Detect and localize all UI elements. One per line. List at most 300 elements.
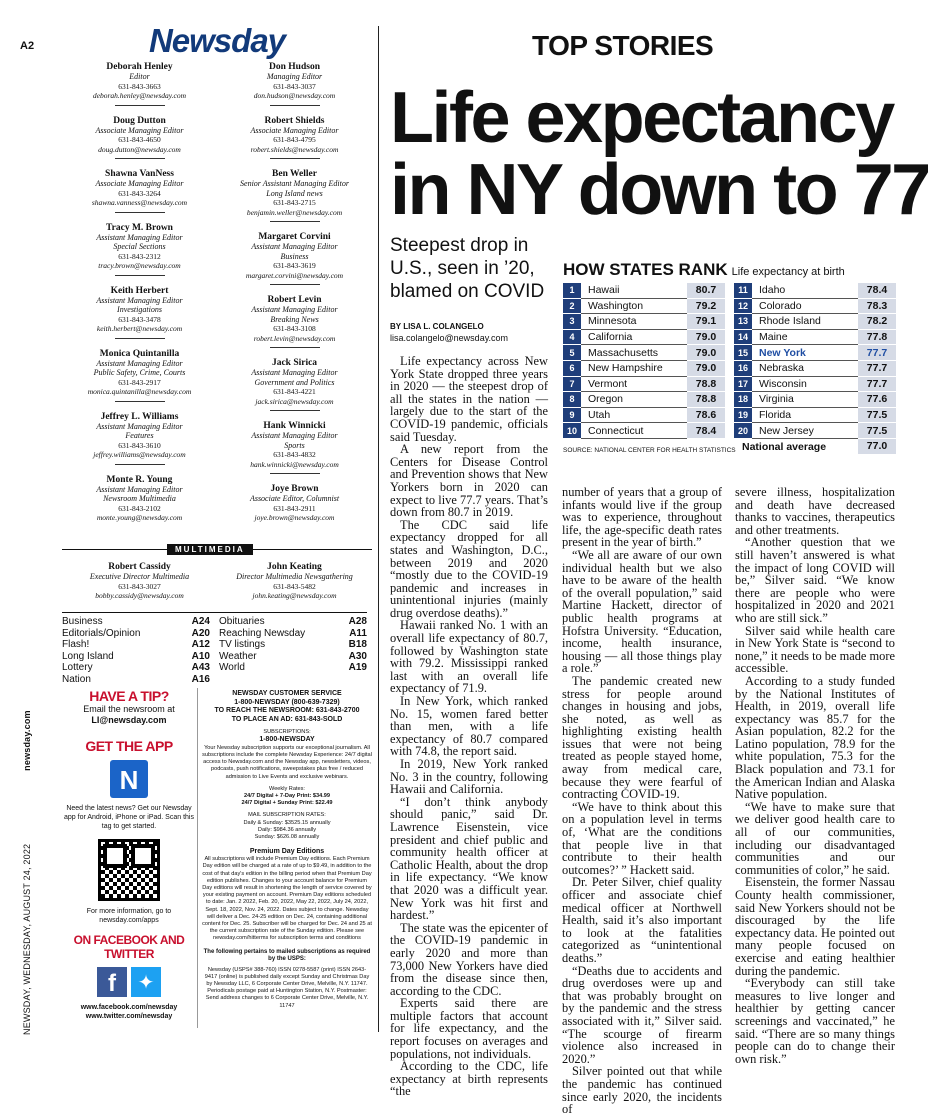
staff-name: Deborah Henley bbox=[106, 62, 173, 72]
staff-phone: 631-843-3108 bbox=[273, 324, 316, 333]
staff-email[interactable]: shawna.vanness@newsday.com bbox=[91, 198, 188, 207]
rank-row bbox=[563, 283, 725, 299]
rank-source: SOURCE: NATIONAL CENTER FOR HEALTH STATISTICS bbox=[563, 447, 736, 454]
multimedia-phone: 631-843-5482 bbox=[273, 581, 316, 591]
multimedia-email[interactable]: john.keating@newsday.com bbox=[252, 591, 337, 600]
page-number: A2 bbox=[20, 40, 35, 52]
staff-title: Sports bbox=[284, 440, 305, 450]
staff-title: Public Safety, Crime, Courts bbox=[93, 368, 186, 377]
rank-number: 13 bbox=[734, 314, 752, 330]
staff-title: Associate Managing Editor bbox=[250, 125, 339, 135]
headline: Life expectancy in NY down to 77 bbox=[390, 78, 929, 230]
service-newsroom: TO REACH THE NEWSROOM: 631-843-2700 bbox=[214, 707, 360, 714]
social-heading: ON FACEBOOK AND TWITTER bbox=[73, 933, 185, 961]
staff-entry bbox=[62, 62, 217, 106]
rank-value: 80.7 bbox=[687, 283, 725, 299]
staff-phone: 631-843-3610 bbox=[118, 440, 161, 450]
index-label: Long Island bbox=[62, 650, 114, 662]
byline-email[interactable]: lisa.colangelo@newsday.com bbox=[390, 333, 509, 343]
staff-entry bbox=[62, 223, 217, 276]
rank-row bbox=[734, 377, 896, 393]
story-paragraph: A new report from the Centers for Disease Control and Prevention shows that New Yorkers born in 2020 can expect to live 77.7 years. That’s down from 80.7 in 2019. bbox=[390, 442, 548, 520]
index-row[interactable] bbox=[62, 628, 210, 640]
staff-name: Tracy M. Brown bbox=[106, 222, 173, 233]
staff-title: Assistant Managing Editor bbox=[96, 421, 183, 431]
staff-title: Associate Managing Editor bbox=[95, 179, 184, 188]
rank-value: 79.0 bbox=[687, 345, 725, 361]
staff-email[interactable]: robert.shields@newsday.com bbox=[250, 144, 339, 154]
staff-title: Assistant Managing Editor bbox=[251, 242, 338, 251]
staff-title: Newsroom Multimedia bbox=[103, 494, 176, 503]
side-folio bbox=[22, 710, 32, 1035]
rank-value: 77.5 bbox=[858, 423, 896, 439]
premium-text: All subscriptions will include Premium Day editions. Each Premium Day edition will be charged at a rate of up to $9.49, in addition to the cost of that day's edition in the billing period when that Premium Day edition publishes. Changes to your account balance for Premium Day editions will result in shortening the length of service covered by your existing payment on account. Premium Day editions scheduled to date: Jan. 2 2022, Feb. 20, 2022, May 22, 2022, July 24, 2022, Sept. 18, 2022, Nov. 24, 2022. Dates subject to change. Newsday will deliver a Dec. 24-25 edition on Dec. 24, containing additional content for Dec. 25. Subscriber will be charged for Dec. 24 and 25 at the current subscription rate of the Sunday edition. Please see newsday.com/hitterms for subscription terms and conditions bbox=[202, 856, 372, 942]
rank-value: 79.0 bbox=[687, 361, 725, 377]
rank-value: 77.7 bbox=[858, 377, 896, 393]
column-divider bbox=[378, 26, 379, 1032]
customer-service bbox=[202, 690, 372, 1010]
staff-email[interactable]: monica.quintanilla@newsday.com bbox=[87, 387, 192, 396]
rank-row bbox=[734, 283, 896, 299]
facebook-icon[interactable]: f bbox=[97, 967, 127, 997]
rank-value: 78.8 bbox=[687, 377, 725, 393]
staff-name: Robert Shields bbox=[264, 115, 325, 126]
app-heading: GET THE APP bbox=[85, 738, 173, 754]
rank-number: 8 bbox=[563, 392, 581, 408]
service-ad: TO PLACE AN AD: 631-843-SOLD bbox=[231, 715, 343, 723]
weekly-rate-2: 24/7 Digital + Sunday Print: $22.49 bbox=[241, 800, 333, 807]
staff-email[interactable]: margaret.corvini@newsday.com bbox=[245, 270, 344, 280]
staff-entry bbox=[217, 295, 372, 348]
staff-rule bbox=[270, 221, 320, 222]
story-paragraph: “We have to think about this on a population level in terms of, ‘What are the conditions that people live in that contribute to their health outcomes?’ ” Hackett said. bbox=[562, 799, 722, 877]
multimedia-name: Robert Cassidy bbox=[108, 562, 171, 572]
staff-phone: 631-843-2312 bbox=[118, 251, 161, 261]
rank-state: Colorado bbox=[752, 299, 858, 315]
rank-value: 78.4 bbox=[858, 283, 896, 299]
rank-state: New Hampshire bbox=[581, 361, 687, 377]
index-row[interactable] bbox=[219, 628, 367, 640]
staff-column-right bbox=[217, 62, 372, 533]
staff-name: Jack Sirica bbox=[271, 358, 318, 368]
index-page: A20 bbox=[191, 627, 210, 639]
staff-rule bbox=[115, 275, 165, 276]
staff-title: Assistant Managing Editor bbox=[96, 358, 183, 368]
story-paragraph: In New York, which ranked No. 15, women fared better than men, with a life expectancy of 80.7 compared with 74.8, the report said. bbox=[390, 694, 548, 759]
staff-entry bbox=[217, 232, 372, 285]
staff-phone: 631-843-2102 bbox=[118, 503, 161, 513]
staff-entry bbox=[217, 62, 372, 106]
tip-email-link[interactable]: LI@newsday.com bbox=[91, 715, 167, 725]
story-column-3 bbox=[735, 486, 895, 1065]
index-label: Nation bbox=[62, 673, 91, 685]
multimedia-email[interactable]: bobby.cassidy@newsday.com bbox=[95, 591, 184, 600]
rank-number: 4 bbox=[563, 330, 581, 346]
subs-heading: SUBSCRIPTIONS: bbox=[263, 729, 311, 735]
story-paragraph: “Deaths due to accidents and drug overdoses were up and that was probably brought on by the pandemic and the stress associated with it,” Silver said. “The scourge of firearm violence also increased in 2020.” bbox=[562, 963, 722, 1066]
index-label: TV listings bbox=[219, 639, 266, 650]
rank-state: Hawaii bbox=[581, 283, 687, 299]
index-row[interactable] bbox=[219, 662, 367, 674]
staff-phone: 631-843-3037 bbox=[273, 81, 316, 91]
staff-entry bbox=[217, 484, 372, 523]
app-text: Need the latest news? Get our Newsday app for Android, iPhone or iPad. Scan this tag to get started. bbox=[64, 805, 194, 830]
index-page: A10 bbox=[191, 650, 210, 662]
rank-row bbox=[563, 299, 725, 315]
index-row[interactable] bbox=[62, 639, 210, 651]
staff-title: Editor bbox=[129, 72, 150, 81]
staff-name: Monica Quintanilla bbox=[99, 348, 180, 359]
staff-phone: 631-843-3264 bbox=[118, 188, 161, 198]
staff-title: Assistant Managing Editor bbox=[96, 295, 183, 305]
story-paragraph: number of years that a group of infants would live if the group was to experience, throughout life, the age-specific death rates present in the year of birth.” bbox=[562, 485, 722, 550]
multimedia-name: John Keating bbox=[267, 562, 322, 572]
rank-row bbox=[734, 408, 896, 424]
rank-number: 1 bbox=[563, 283, 581, 299]
story-paragraph: Silver said while health care in New York State is “second to none,” it needs to be made more accessible. bbox=[735, 623, 895, 676]
story-paragraph: In 2019, New York ranked No. 3 in the country, following Hawaii and California. bbox=[390, 757, 548, 797]
staff-email[interactable]: deborah.henley@newsday.com bbox=[92, 91, 187, 100]
story-paragraph: Eisenstein, the former Nassau County health commissioner, said New Yorkers should not be discouraged by the life expectancy data. He pointed out many people focused on exercise and eating healthier during the pandemic. bbox=[735, 875, 895, 978]
staff-title: Investigations bbox=[117, 305, 162, 314]
rank-state: Nebraska bbox=[752, 361, 858, 377]
promo-divider bbox=[197, 688, 198, 1028]
rank-number: 15 bbox=[734, 345, 752, 361]
rank-title bbox=[563, 260, 893, 280]
index-page: A16 bbox=[191, 673, 210, 685]
staff-rule bbox=[270, 473, 320, 474]
staff-phone: 631-843-2917 bbox=[118, 377, 161, 387]
rank-row bbox=[734, 299, 896, 315]
index-page: B18 bbox=[348, 639, 367, 650]
staff-email[interactable]: doug.dutton@newsday.com bbox=[98, 144, 181, 154]
rank-state: Wisconsin bbox=[752, 377, 858, 393]
staff-email[interactable]: monte.young@newsday.com bbox=[96, 513, 183, 522]
staff-title: Features bbox=[125, 431, 154, 440]
rank-number: 18 bbox=[734, 392, 752, 408]
qr-code-icon bbox=[98, 839, 160, 901]
side-site: newsday.com bbox=[22, 710, 32, 771]
staff-title: Assistant Managing Editor bbox=[96, 484, 183, 494]
story-paragraph: Hawaii ranked No. 1 with an overall life expectancy of 80.7, followed by Washington state with 79.2. Mississippi ranked last with an overall life expectancy of 71.9. bbox=[390, 618, 548, 696]
weekly-heading: Weekly Rates: bbox=[269, 785, 305, 792]
rank-state: Vermont bbox=[581, 377, 687, 393]
staff-phone: 631-843-2715 bbox=[273, 198, 316, 207]
index-page: A24 bbox=[191, 616, 210, 627]
staff-title: Breaking News bbox=[270, 314, 319, 324]
subs-text: Your Newsday subscription supports our exceptional journalism. All subscriptions include the complete Newsday Experience: 24/7 digital access to Newsday.com and the Newsday app, newsletters, videos, podcasts, push notifications, sweepstakes plus free / reduced admission to Live Events and exclusive webinars. bbox=[202, 744, 372, 780]
story-paragraph: Dr. Peter Silver, chief quality officer and associate chief medical officer at Northwell Health, said it’s also important to look at the fatalities categorized as “unintentional deaths.” bbox=[562, 875, 722, 965]
rank-state: Utah bbox=[581, 408, 687, 424]
service-phone: 1-800-NEWSDAY (800-639-7329) bbox=[234, 698, 340, 706]
index-row[interactable] bbox=[219, 616, 367, 628]
staff-rule bbox=[115, 212, 165, 213]
staff-name: Jeffrey L. Williams bbox=[100, 411, 179, 422]
staff-phone: 631-843-3478 bbox=[118, 314, 161, 324]
national-average-value: 77.0 bbox=[858, 439, 896, 455]
multimedia-entry bbox=[62, 562, 217, 601]
story-column-1 bbox=[390, 355, 548, 1098]
rank-number: 17 bbox=[734, 377, 752, 393]
side-date: NEWSDAY, WEDNESDAY, AUGUST 24, 2022 bbox=[22, 843, 32, 1035]
rank-state: Florida bbox=[752, 408, 858, 424]
rank-value: 79.2 bbox=[687, 299, 725, 315]
story-paragraph: Silver pointed out that while the pandemic has continued since early 2020, the incidents of bbox=[562, 1064, 722, 1116]
index-row[interactable] bbox=[62, 674, 210, 686]
staff-entry bbox=[217, 358, 372, 411]
index-label: Obituaries bbox=[219, 616, 265, 627]
story-paragraph: The CDC said life expectancy dropped for all states and Washington, D.C., between 2019 and 2020 “mostly due to the COVID-19 pandemic and increases in unintentional injuries (mainly drug overdose deaths).” bbox=[390, 517, 548, 620]
rank-value: 77.8 bbox=[858, 330, 896, 346]
rank-number: 11 bbox=[734, 283, 752, 299]
staff-title: Managing Editor bbox=[266, 72, 323, 81]
rank-number: 7 bbox=[563, 377, 581, 393]
staff-title: Long Island news bbox=[266, 188, 323, 198]
rank-number: 9 bbox=[563, 408, 581, 424]
staff-rule bbox=[270, 105, 320, 106]
staff-phone: 631-843-3619 bbox=[273, 261, 316, 270]
staff-email[interactable]: tracy.brown@newsday.com bbox=[98, 261, 181, 270]
staff-entry bbox=[217, 169, 372, 222]
rank-title-text: HOW STATES RANK bbox=[563, 260, 728, 279]
rank-number: 14 bbox=[734, 330, 752, 346]
rank-row bbox=[563, 408, 725, 424]
staff-title: Assistant Managing Editor bbox=[251, 305, 338, 314]
staff-title: Assistant Managing Editor bbox=[96, 232, 183, 242]
mail-rate-2: Daily: $984.36 annually bbox=[257, 826, 317, 833]
staff-rule bbox=[270, 284, 320, 285]
index-page: A11 bbox=[349, 627, 367, 639]
staff-entry bbox=[62, 475, 217, 523]
rank-state: Minnesota bbox=[581, 314, 687, 330]
usps-heading: The following pertains to mailed subscriptions as required by the USPS: bbox=[203, 948, 371, 963]
staff-email[interactable]: benjamin.weller@newsday.com bbox=[246, 207, 343, 217]
rank-number: 2 bbox=[563, 299, 581, 315]
staff-rule bbox=[270, 410, 320, 411]
rank-state: New York bbox=[752, 345, 858, 361]
index-label: Lottery bbox=[62, 662, 93, 673]
rank-state: Maine bbox=[752, 330, 858, 346]
rank-state: Rhode Island bbox=[752, 314, 858, 330]
rank-row bbox=[563, 392, 725, 408]
index-page: A12 bbox=[191, 639, 210, 650]
staff-entry bbox=[62, 349, 217, 402]
index-label: Weather bbox=[219, 650, 257, 662]
rank-number: 10 bbox=[563, 423, 581, 439]
rank-state: Massachusetts bbox=[581, 345, 687, 361]
staff-phone: 631-843-4832 bbox=[273, 450, 316, 459]
staff-rule bbox=[270, 347, 320, 348]
staff-entry bbox=[217, 421, 372, 474]
rank-number: 20 bbox=[734, 423, 752, 439]
story-paragraph: “We all are aware of our own individual health but we also have to be aware of the health of the overall population,” said Martine Hackett, director of public health programs at Hofstra University. “Education, income, health insurance, housing — all those things play a role.” bbox=[562, 547, 722, 676]
promo-box bbox=[62, 688, 196, 1021]
index-page: A43 bbox=[191, 662, 210, 673]
staff-rule bbox=[115, 464, 165, 465]
staff-rule bbox=[270, 158, 320, 159]
staff-entry bbox=[62, 286, 217, 339]
rank-state: Virginia bbox=[752, 392, 858, 408]
staff-phone: 631-843-4650 bbox=[118, 135, 161, 144]
usps-text: Newsday (USPS# 388-760) ISSN 0278-5587 (print) ISSN 2643-9417 (online) is published daily except Sunday and Christmas Day by Newsday LLC, 6 Corporate Center Drive, Melville, N.Y. 11747. Periodicals postage paid at Huntington Station, N.Y. Postmaster: Send address changes to 6 Corporate Center Drive, Melville, N.Y. 11747 bbox=[204, 966, 370, 1009]
staff-title: Associate Managing Editor bbox=[95, 125, 184, 135]
rank-value: 77.5 bbox=[858, 408, 896, 424]
staff-name: Shawna VanNess bbox=[105, 169, 174, 179]
tip-heading: HAVE A TIP? bbox=[89, 688, 169, 704]
rank-row bbox=[563, 377, 725, 393]
multimedia-title: Executive Director Multimedia bbox=[89, 572, 190, 581]
rank-value: 77.7 bbox=[858, 361, 896, 377]
staff-rule bbox=[115, 401, 165, 402]
national-average-label: National average bbox=[742, 440, 827, 453]
index-row[interactable] bbox=[62, 651, 210, 663]
rank-number: 12 bbox=[734, 299, 752, 315]
staff-name: Monte R. Young bbox=[106, 474, 173, 485]
staff-email[interactable]: hank.winnicki@newsday.com bbox=[250, 459, 339, 469]
staff-name: Don Hudson bbox=[269, 62, 320, 72]
index-page: A30 bbox=[348, 650, 367, 662]
rank-row bbox=[563, 361, 725, 377]
rank-column-left bbox=[563, 283, 725, 439]
story-column-2 bbox=[562, 486, 722, 1116]
index-page: A28 bbox=[348, 616, 367, 627]
rank-row bbox=[734, 361, 896, 377]
staff-name: Robert Levin bbox=[267, 295, 322, 305]
story-paragraph: “Everybody can still take measures to live longer and healthier by getting cancer screenings and vaccinated,” he said. “There are so many things people can do to change their own risk.” bbox=[735, 976, 895, 1066]
staff-name: Ben Weller bbox=[272, 169, 317, 179]
staff-entry bbox=[217, 116, 372, 160]
index-page: A19 bbox=[348, 662, 367, 673]
index-label: Reaching Newsday bbox=[219, 627, 306, 639]
national-average-row bbox=[734, 439, 896, 455]
twitter-icon[interactable]: ✦ bbox=[131, 967, 161, 997]
index-column-right bbox=[219, 616, 367, 674]
rank-state: Connecticut bbox=[581, 423, 687, 439]
rank-value: 77.7 bbox=[858, 345, 896, 361]
staff-email[interactable]: don.hudson@newsday.com bbox=[253, 91, 336, 100]
staff-title: Assistant Managing Editor bbox=[251, 431, 338, 440]
staff-email[interactable]: robert.levin@newsday.com bbox=[253, 333, 336, 343]
rank-number: 16 bbox=[734, 361, 752, 377]
index-row[interactable] bbox=[219, 639, 367, 651]
staff-column-left bbox=[62, 62, 217, 533]
staff-name: Margaret Corvini bbox=[258, 232, 331, 242]
staff-email[interactable]: jack.sirica@newsday.com bbox=[255, 396, 334, 406]
staff-email[interactable]: joye.brown@newsday.com bbox=[254, 513, 335, 522]
rank-value: 79.1 bbox=[687, 314, 725, 330]
staff-email[interactable]: keith.herbert@newsday.com bbox=[96, 324, 183, 333]
index-column-left bbox=[62, 616, 210, 685]
staff-title: Special Sections bbox=[113, 242, 166, 251]
staff-title: Government and Politics bbox=[254, 377, 335, 387]
mail-rate-1: Daily & Sunday: $3525.15 annually bbox=[243, 819, 331, 826]
subs-phone: 1-800-NEWSDAY bbox=[259, 736, 315, 744]
rank-value: 78.8 bbox=[687, 392, 725, 408]
rank-state: New Jersey bbox=[752, 423, 858, 439]
staff-name: Doug Dutton bbox=[113, 115, 166, 126]
staff-entry bbox=[62, 169, 217, 213]
staff-entry bbox=[62, 412, 217, 465]
story-paragraph: The state was the epicenter of the COVID-19 pandemic in early 2020 and more than 73,000 New Yorkers have died from the disease since then, according to the CDC. bbox=[390, 920, 548, 998]
rank-state: Washington bbox=[581, 299, 687, 315]
rank-state: California bbox=[581, 330, 687, 346]
rank-row bbox=[563, 345, 725, 361]
staff-directory bbox=[62, 62, 372, 567]
rank-value: 78.2 bbox=[858, 314, 896, 330]
premium-heading: Premium Day Editions bbox=[249, 848, 325, 856]
staff-title: Senior Assistant Managing Editor bbox=[240, 179, 349, 188]
index-row[interactable] bbox=[62, 662, 210, 674]
weekly-rate-1: 24/7 Digital + 7-Day Print: $34.99 bbox=[244, 792, 330, 799]
masthead bbox=[62, 22, 372, 567]
staff-phone: 631-843-4221 bbox=[273, 387, 316, 396]
staff-rule bbox=[115, 338, 165, 339]
index-label: Editorials/Opinion bbox=[62, 627, 141, 639]
staff-phone: 631-843-4795 bbox=[273, 135, 316, 144]
multimedia-divider bbox=[62, 545, 372, 559]
rank-row bbox=[563, 423, 725, 439]
rank-number: 5 bbox=[563, 345, 581, 361]
rank-state: Oregon bbox=[581, 392, 687, 408]
rank-value: 78.4 bbox=[687, 423, 725, 439]
story-paragraph: The pandemic created new stress for people around changes in housing and jobs, she noted, as well as highlighting existing health issues that were not being treated as people stayed home, away from medical care, because they were fearful of contracting COVID-19. bbox=[562, 673, 722, 802]
staff-phone: 631-843-2911 bbox=[273, 503, 316, 513]
deck: Steepest drop in U.S., seen in ’20, blamed on COVID bbox=[390, 235, 545, 302]
multimedia-title: Director Multimedia Newsgathering bbox=[236, 572, 353, 581]
index-label: World bbox=[219, 662, 245, 673]
rank-row bbox=[734, 345, 896, 361]
twitter-link[interactable]: www.twitter.com/newsday bbox=[85, 1013, 173, 1020]
story-paragraph: “We have to make sure that we deliver good health care to all of our communities, including our disadvantaged communities and our communities of color,” he said. bbox=[735, 799, 895, 877]
rank-row bbox=[563, 314, 725, 330]
qr-text: For more information, go to newsday.com/apps bbox=[86, 908, 172, 924]
rank-row bbox=[734, 314, 896, 330]
rank-row bbox=[734, 330, 896, 346]
staff-name: Hank Winnicki bbox=[263, 421, 326, 431]
newsday-logo: Newsday bbox=[148, 22, 286, 59]
story-paragraph: severe illness, hospitalization and death have decreased thanks to vaccines, therapeutics and other treatments. bbox=[735, 485, 895, 537]
story-paragraph: “I don’t think anybody should panic,” said Dr. Lawrence Eisenstein, vice president and chief public and community health officer at Catholic Health, about the drop in life expectancy. “We know that 2020 was a difficult year. New York was hit first and hardest.” bbox=[390, 794, 548, 923]
rank-subtitle: Life expectancy at birth bbox=[731, 266, 845, 278]
byline: BY LISA L. COLANGELO bbox=[390, 322, 484, 331]
tip-text: Email the newsroom at bbox=[83, 704, 175, 714]
rank-row bbox=[563, 330, 725, 346]
story-paragraph: According to a study funded by the National Institutes of Health, in 2019, overall life expectancy was 85.7 for the Asian population, 82.2 for the Latino population, 78.9 for the white population, 75.3 for the Black population and 73.1 for the American Indian and Alaska Native population. bbox=[735, 673, 895, 802]
staff-title: Assistant Managing Editor bbox=[251, 368, 338, 377]
story-paragraph: Experts said there are multiple factors that account for life expectancy, and the report focuses on averages and populations, not individuals. bbox=[390, 996, 548, 1061]
staff-rule bbox=[115, 158, 165, 159]
rank-value: 78.3 bbox=[858, 299, 896, 315]
rank-value: 77.6 bbox=[858, 392, 896, 408]
staff-entry bbox=[62, 116, 217, 160]
rank-row bbox=[734, 392, 896, 408]
staff-email[interactable]: jeffrey.williams@newsday.com bbox=[93, 450, 186, 459]
index-row[interactable] bbox=[219, 651, 367, 663]
rank-number: 19 bbox=[734, 408, 752, 424]
staff-phone: 631-843-3663 bbox=[118, 81, 161, 91]
staff-name: Keith Herbert bbox=[110, 285, 169, 296]
index-label: Flash! bbox=[62, 639, 90, 650]
facebook-link[interactable]: www.facebook.com/newsday bbox=[80, 1004, 178, 1011]
index-row[interactable] bbox=[62, 616, 210, 628]
rank-state: Idaho bbox=[752, 283, 858, 299]
newsday-app-icon bbox=[110, 760, 148, 798]
index-label: Business bbox=[62, 616, 103, 627]
story-paragraph: Life expectancy across New York State dropped three years in 2020 — the steepest drop of all the states in the nation — largely due to the start of the COVID-19 pandemic, officials said Tuesday. bbox=[390, 354, 548, 444]
section-index bbox=[62, 612, 367, 685]
section-title: TOP STORIES bbox=[532, 30, 714, 61]
story-paragraph: According to the CDC, life expectancy at birth represents “the bbox=[390, 1059, 548, 1099]
